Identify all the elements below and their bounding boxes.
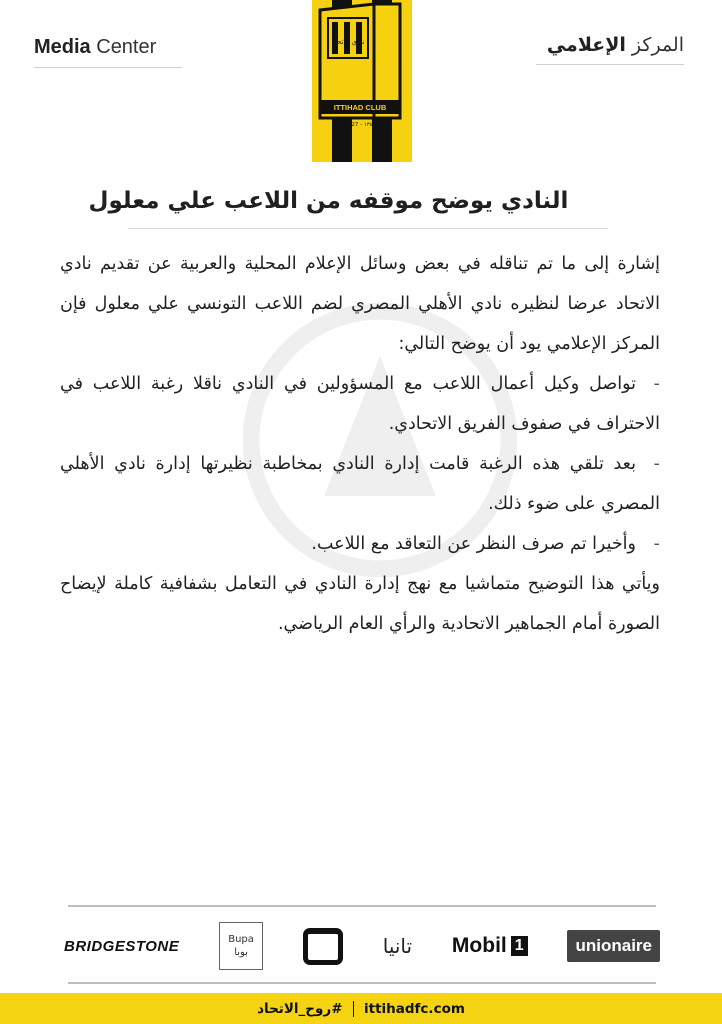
bullet-item: -وأخيرا تم صرف النظر عن التعاقد مع اللاعب.: [60, 524, 660, 564]
unionaire-logo: unionaire: [567, 930, 660, 962]
bullet-marker: -: [653, 534, 660, 554]
bullet-item: -تواصل وكيل أعمال اللاعب مع المسؤولين في النادي ناقلا رغبة اللاعب في الاحتراف في صفوف الفريق الاتحادي.: [60, 364, 660, 444]
bupa-logo: Bupa بوبا: [219, 922, 263, 970]
bullet-item: -بعد تلقي هذه الرغبة قامت إدارة النادي بمخاطبة نظيرتها إدارة نادي الأهلي المصري على ضوء ذلك.: [60, 444, 660, 524]
statement-body: [60, 244, 660, 644]
logo-arabic-text: نادي الاتحاد: [331, 38, 365, 46]
bullet-marker: -: [653, 374, 660, 394]
closing-paragraph: ويأتي هذا التوضيح متماشيا مع نهج إدارة النادي في التعامل بشفافية كاملة لإيضاح الصورة أمام الجماهير الاتحادية والرأي العام الرياضي.: [60, 574, 660, 634]
media-center-arabic-label: المركز الإعلامي: [536, 34, 684, 65]
footer-bar: [0, 993, 722, 1024]
ittihad-club-logo: [312, 0, 412, 162]
footer-separator: [353, 1001, 355, 1017]
sponsor-logos: [64, 916, 660, 976]
sponsors-top-rule: [68, 905, 656, 907]
mobil1-logo: Mobil 1: [452, 934, 528, 958]
sponsors-bottom-rule: [68, 982, 656, 984]
title-divider: [128, 228, 608, 229]
footer-website-link[interactable]: ittihadfc.com: [364, 1000, 465, 1017]
logo-years: 1927 - ١٣٤٦: [344, 122, 376, 128]
intro-paragraph: إشارة إلى ما تم تناقله في بعض وسائل الإعلام المحلية والعربية عن تقديم نادي الاتحاد عرضا لنظيره نادي الأهلي المصري لضم اللاعب التونسي علي معلول فإن المركز الإعلامي يود أن يوضح التالي:: [60, 254, 660, 354]
tanya-logo: تانيا: [382, 934, 413, 958]
page-title: النادي يوضح موقفه من اللاعب علي معلول: [88, 188, 569, 214]
footer-hashtag[interactable]: #روح_الاتحاد: [257, 1000, 343, 1017]
media-center-label: Media Center: [34, 36, 182, 68]
mobily-logo: [303, 928, 343, 965]
bullet-marker: -: [653, 454, 660, 474]
bridgestone-logo: BRIDGESTONE: [64, 937, 180, 955]
logo-club-name: ITTIHAD CLUB: [333, 103, 387, 112]
